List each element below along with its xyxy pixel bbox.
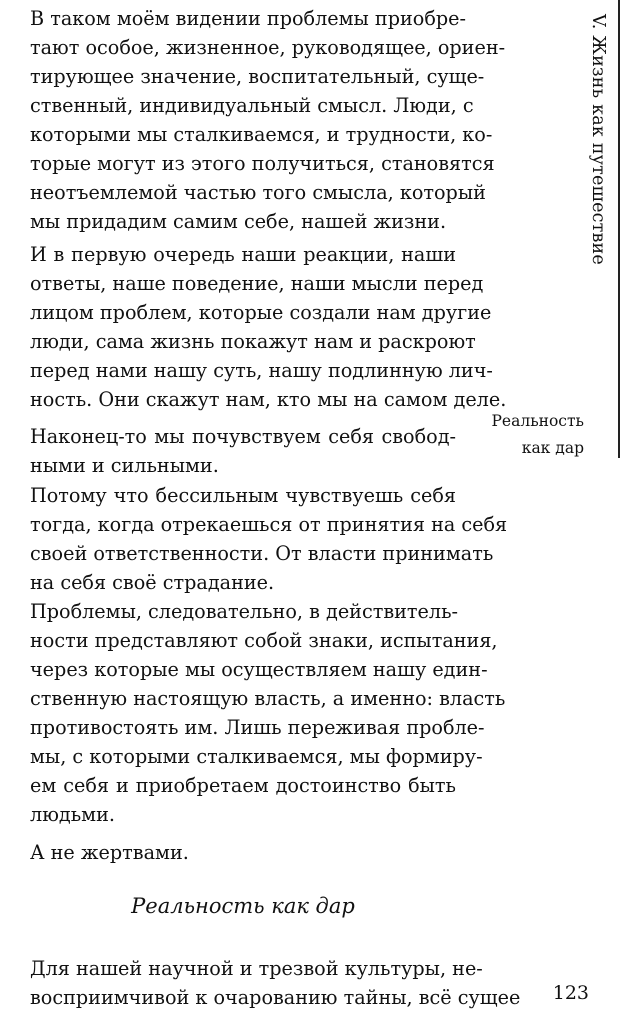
paragraph	[30, 597, 506, 829]
text-line: людьми.	[30, 803, 115, 826]
text-line: ственную настоящую власть, а именно: власть	[30, 687, 506, 710]
text-line: В таком моём видении проблемы приобре-	[30, 7, 467, 30]
margin-note-line: Реальность	[491, 412, 584, 430]
margin-note-line: как дар	[521, 439, 584, 457]
text-line: люди, сама жизнь покажут нам и раскроют	[30, 330, 476, 353]
page-number: 123	[552, 982, 589, 1004]
text-line: ности представляют собой знаки, испытания,	[30, 629, 498, 652]
text-line: ответы, наше поведение, наши мысли перед	[30, 272, 484, 295]
text-line: А не жертвами.	[30, 841, 189, 864]
text-line: лицом проблем, которые создали нам другие	[30, 301, 492, 324]
text-line: своей ответственности. От власти принимать	[30, 542, 494, 565]
text-line: ем себя и приобретаем достоинство быть	[30, 774, 456, 797]
text-line: тают особое, жизненное, руководящее, ориен-	[30, 36, 506, 59]
text-line: восприимчивой к очарованию тайны, всё сущее	[30, 986, 521, 1009]
paragraph	[30, 838, 456, 867]
text-line: противостоять им. Лишь переживая пробле-	[30, 716, 485, 739]
text-line: которыми мы сталкиваемся, и трудности, ко-	[30, 123, 493, 146]
text-line: торые могут из этого получиться, становятся	[30, 152, 495, 175]
text-line: Наконец-то мы почувствуем себя свобод-	[30, 425, 456, 448]
text-line: ственный, индивидуальный смысл. Люди, с	[30, 94, 474, 117]
text-line: Потому что бессильным чувствуешь себя	[30, 484, 456, 507]
text-line: Для нашей научной и трезвой культуры, не-	[30, 957, 483, 980]
paragraph	[30, 954, 521, 1012]
margin-note	[492, 408, 585, 462]
text-line: тирующее значение, воспитательный, суще-	[30, 65, 485, 88]
text-line: мы придадим самим себе, нашей жизни.	[30, 210, 447, 233]
paragraph	[30, 4, 506, 236]
section-heading: Реальность как дар	[131, 894, 355, 918]
text-line: И в первую очередь наши реакции, наши	[30, 243, 456, 266]
paragraph	[30, 481, 508, 597]
paragraph	[30, 422, 456, 480]
text-line: ными и сильными.	[30, 454, 219, 477]
text-line: тогда, когда отрекаешься от принятия на себя	[30, 513, 508, 536]
text-line: мы, с которыми сталкиваемся, мы формиру-	[30, 745, 483, 768]
running-head: V. Жизнь как путешествие	[588, 14, 608, 265]
text-line: на себя своё страдание.	[30, 571, 275, 594]
text-line: ность. Они скажут нам, кто мы на самом деле.	[30, 388, 507, 411]
text-line: неотъемлемой частью того смысла, который	[30, 181, 486, 204]
text-line: через которые мы осуществляем нашу един-	[30, 658, 488, 681]
text-line: перед нами нашу суть, нашу подлинную лич-	[30, 359, 493, 382]
text-line: Проблемы, следовательно, в действитель-	[30, 600, 458, 623]
paragraph	[30, 240, 507, 414]
